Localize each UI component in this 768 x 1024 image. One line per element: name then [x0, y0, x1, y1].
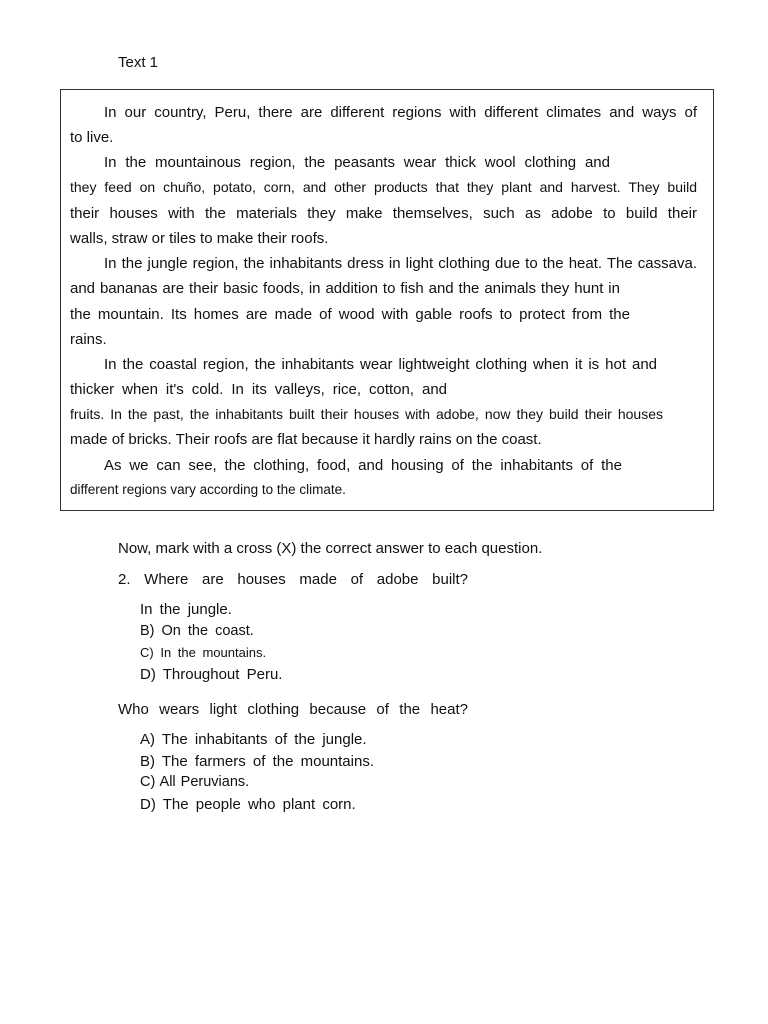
passage-line: In our country, Peru, there are different regions with different climates and ways of	[104, 104, 697, 121]
passage-line: In the coastal region, the inhabitants wear lightweight clothing when it is hot and	[104, 356, 657, 373]
answer-option[interactable]: C) In the mountains.	[140, 645, 267, 660]
passage-line: different regions vary according to the climate.	[70, 482, 346, 497]
passage-line: rains.	[70, 331, 107, 348]
answer-option[interactable]: C) All Peruvians.	[140, 774, 250, 790]
question-3: Who wears light clothing because of the heat?	[118, 701, 468, 718]
passage-line: they feed on chuño, potato, corn, and other products that they plant and harvest. They build	[70, 179, 697, 195]
passage-line: walls, straw or tiles to make their roofs.	[70, 230, 329, 247]
passage-line: In the jungle region, the inhabitants dress in light clothing due to the heat. The cassava.	[104, 255, 697, 272]
answer-option[interactable]: In the jungle.	[140, 601, 232, 618]
answer-option[interactable]: D) Throughout Peru.	[140, 666, 283, 683]
answer-option[interactable]: B) On the coast.	[140, 623, 254, 639]
passage-line: and bananas are their basic foods, in addition to fish and the animals they hunt in	[70, 280, 620, 297]
passage-line: to live.	[70, 129, 114, 146]
passage-line: As we can see, the clothing, food, and housing of the inhabitants of the	[104, 457, 622, 474]
answer-option[interactable]: B) The farmers of the mountains.	[140, 753, 374, 770]
question-2: 2. Where are houses made of adobe built?	[118, 571, 468, 588]
passage-line: fruits. In the past, the inhabitants built their houses with adobe, now they build their houses	[70, 406, 663, 422]
answer-option[interactable]: A) The inhabitants of the jungle.	[140, 731, 367, 748]
passage-line: their houses with the materials they make themselves, such as adobe to build their	[70, 205, 697, 222]
passage-line: the mountain. Its homes are made of wood with gable roofs to protect from the	[70, 306, 630, 323]
passage-line: In the mountainous region, the peasants wear thick wool clothing and	[104, 154, 610, 171]
instructions: Now, mark with a cross (X) the correct answer to each question.	[118, 540, 543, 557]
document-title: Text 1	[118, 54, 159, 71]
passage-line: made of bricks. Their roofs are flat because it hardly rains on the coast.	[70, 431, 542, 448]
passage-line: thicker when it's cold. In its valleys, rice, cotton, and	[70, 381, 447, 398]
answer-option[interactable]: D) The people who plant corn.	[140, 796, 356, 813]
